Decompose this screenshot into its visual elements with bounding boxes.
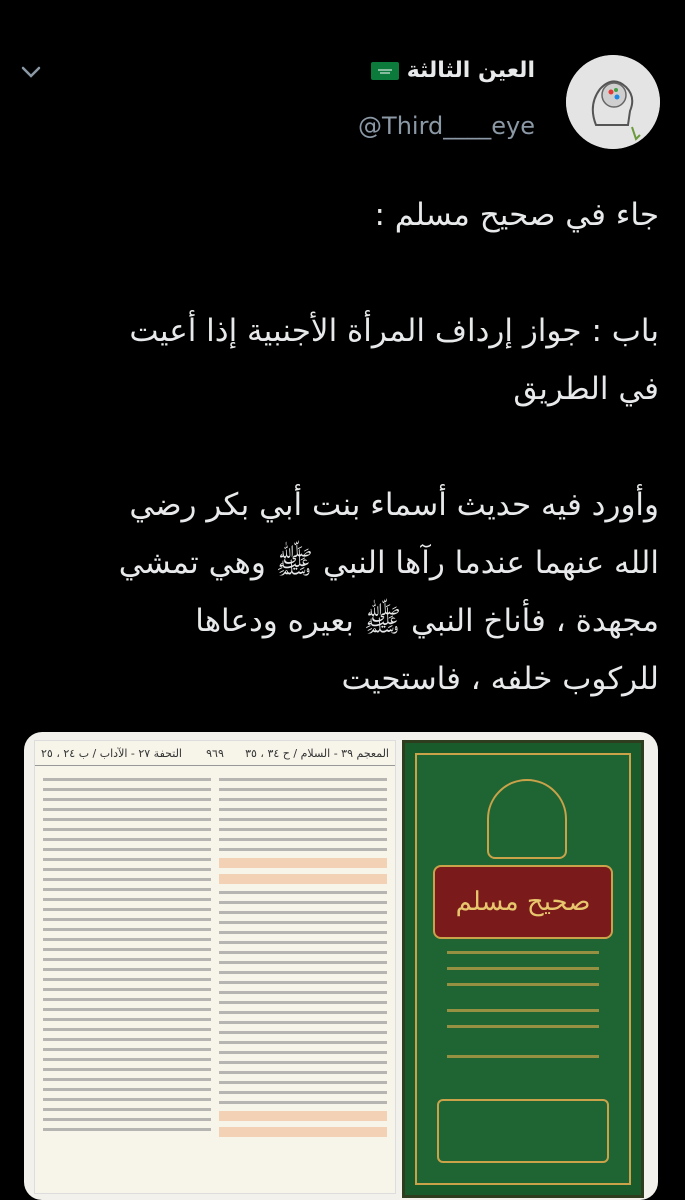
text-column-left — [43, 771, 211, 1185]
text-column-right — [219, 771, 387, 1185]
book-title: صحيح مسلم — [433, 865, 613, 939]
tweet-line: جاء في صحيح مسلم : — [374, 197, 659, 233]
user-handle[interactable]: @Third____eye — [358, 112, 535, 140]
page-header-right: المعجم ٣٩ - السلام / ح ٣٤ ، ٣٥ — [245, 747, 389, 760]
display-name[interactable]: العين الثالثة — [406, 58, 535, 83]
tweet-line: للركوب خلفه ، فاستحيت — [341, 661, 659, 697]
avatar[interactable] — [566, 55, 660, 149]
book-ornament-bottom — [437, 1099, 609, 1163]
tweet-line: في الطريق — [513, 371, 659, 407]
chevron-down-icon[interactable] — [18, 62, 44, 82]
user-name-row[interactable] — [371, 58, 535, 83]
book-cover — [402, 740, 644, 1198]
tweet-header — [0, 0, 685, 160]
page-header-left: التحفة ٢٧ - الآداب / ب ٢٤ ، ٢٥ — [41, 747, 182, 760]
page-header — [35, 747, 395, 766]
book-ornament-icon — [487, 779, 567, 859]
tweet-line: وأورد فيه حديث أسماء بنت أبي بكر رضي — [129, 487, 659, 523]
saudi-flag-icon — [371, 62, 399, 80]
page-number: ٩٦٩ — [206, 747, 224, 760]
tweet-line: مجهدة ، فأناخ النبي ﷺ بعيره ودعاها — [195, 603, 659, 639]
tweet-text — [30, 186, 659, 708]
tweet-media-image[interactable] — [24, 732, 658, 1200]
tweet-line: باب : جواز إرداف المرأة الأجنبية إذا أعيت — [129, 313, 659, 349]
book-page-scan — [34, 740, 396, 1194]
tweet-line: الله عنهما عندما رآها النبي ﷺ وهي تمشي — [118, 545, 659, 581]
